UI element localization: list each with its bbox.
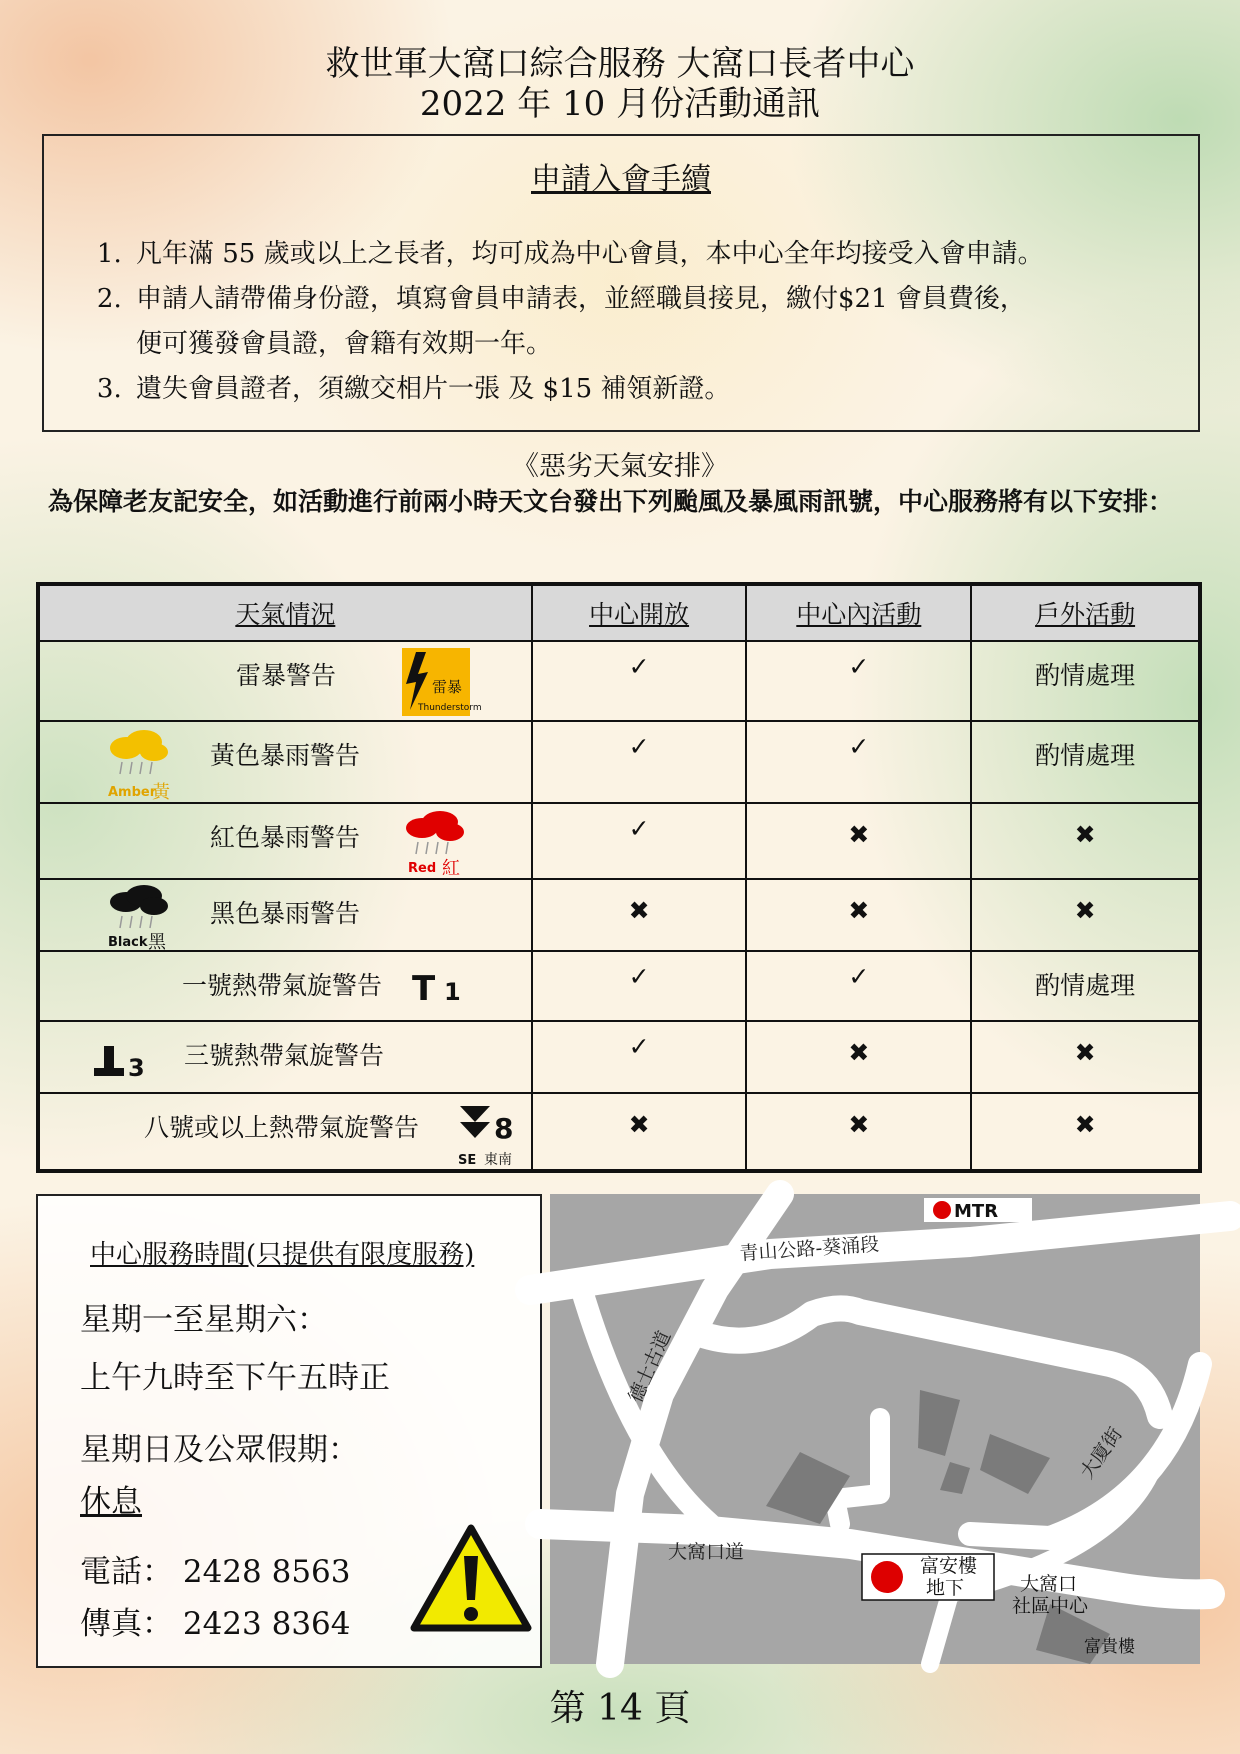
open-mark: ✖ — [532, 1093, 747, 1171]
fax-number: 傳真： 2423 8364 — [80, 1606, 351, 1642]
svg-text:大窩口: 大窩口 — [1020, 1573, 1078, 1595]
svg-text:大廈街: 大廈街 — [1076, 1423, 1127, 1483]
svg-text:黃: 黃 — [152, 782, 170, 803]
column-header: 中心開放 — [532, 584, 747, 641]
weekday-label: 星期一至星期六： — [80, 1302, 328, 1338]
outdoor-mark: 酌情處理 — [971, 641, 1200, 721]
svg-text:1: 1 — [444, 978, 461, 1006]
condition-label: 黑色暴雨警告 — [210, 899, 361, 928]
indoor-mark: ✓ — [746, 641, 971, 721]
open-mark: ✓ — [532, 951, 747, 1021]
table-row — [38, 641, 1200, 721]
phone-number: 電話： 2428 8563 — [80, 1554, 351, 1590]
condition-label: 雷暴警告 — [236, 661, 337, 690]
weather-intro: 為保障老友記安全，如活動進行前兩小時天文台發出下列颱風及暴風雨訊號，中心服務將有以下安排： — [48, 487, 1174, 516]
holiday-label: 星期日及公眾假期： — [80, 1432, 359, 1468]
table-row — [38, 1093, 1200, 1171]
signal-8-icon — [458, 1102, 530, 1170]
svg-text:東南: 東南 — [484, 1152, 512, 1168]
warning-icon — [408, 1522, 534, 1634]
column-header: 戶外活動 — [971, 584, 1200, 641]
open-mark: ✓ — [532, 641, 747, 721]
indoor-mark: ✓ — [746, 951, 971, 1021]
weather-heading: 《惡劣天氣安排》 — [512, 451, 728, 482]
svg-text:大窩口道: 大窩口道 — [668, 1541, 745, 1563]
list-item: 1. 凡年滿 55 歲或以上之長者，均可成為中心會員，本中心全年均接受入會申請。 — [130, 232, 1190, 277]
open-mark: ✖ — [532, 879, 747, 951]
indoor-mark: ✖ — [746, 879, 971, 951]
outdoor-mark: ✖ — [971, 803, 1200, 879]
svg-text:地下: 地下 — [926, 1577, 965, 1599]
table-header-row — [38, 584, 1200, 641]
open-mark: ✓ — [532, 803, 747, 879]
page-number: 第 14 頁 — [549, 1688, 691, 1729]
table-row — [38, 803, 1200, 879]
svg-text:富安樓: 富安樓 — [920, 1555, 978, 1577]
newsletter-subtitle: 2022 年 10 月份活動通訊 — [419, 84, 821, 124]
indoor-mark: ✖ — [746, 1021, 971, 1093]
svg-text:Black: Black — [108, 935, 148, 950]
table-row — [38, 1021, 1200, 1093]
column-header: 中心內活動 — [746, 584, 971, 641]
table-row — [38, 951, 1200, 1021]
outdoor-mark: ✖ — [971, 879, 1200, 951]
location-map — [550, 1194, 1200, 1664]
svg-text:紅: 紅 — [442, 858, 460, 879]
service-hours-box — [36, 1194, 542, 1668]
svg-text:Red: Red — [408, 861, 437, 876]
svg-text:T: T — [412, 969, 436, 1009]
table-row — [38, 879, 1200, 951]
svg-text:德士古道: 德士古道 — [624, 1327, 676, 1407]
amber-rainstorm-icon — [106, 728, 172, 802]
table-row — [38, 721, 1200, 803]
condition-label: 黃色暴雨警告 — [210, 741, 361, 770]
open-mark: ✓ — [532, 721, 747, 803]
svg-text:雷暴: 雷暴 — [432, 678, 463, 696]
weekday-time: 上午九時至下午五時正 — [80, 1360, 390, 1396]
svg-text:MTR: MTR — [954, 1201, 999, 1222]
indoor-mark: ✖ — [746, 803, 971, 879]
svg-text:青山公路-葵涌段: 青山公路-葵涌段 — [738, 1233, 880, 1265]
condition-label: 一號熱帶氣旋警告 — [182, 971, 383, 1000]
weather-table — [36, 582, 1202, 1173]
list-item: 2. 申請人請帶備身份證，填寫會員申請表，並經職員接見，繳付$21 會員費後， 便可獲發會員證，會籍有效期一年。 — [130, 277, 1190, 367]
svg-text:社區中心: 社區中心 — [1012, 1595, 1089, 1617]
list-item: 3. 遺失會員證者，須繳交相片一張 及 $15 補領新證。 — [130, 367, 1190, 412]
outdoor-mark: ✖ — [971, 1021, 1200, 1093]
svg-text:富貴樓: 富貴樓 — [1084, 1637, 1135, 1657]
indoor-mark: ✖ — [746, 1093, 971, 1171]
membership-list — [90, 232, 1190, 412]
open-mark: ✓ — [532, 1021, 747, 1093]
thunderstorm-warning-icon — [402, 648, 482, 716]
svg-text:8: 8 — [494, 1112, 514, 1145]
indoor-mark: ✓ — [746, 721, 971, 803]
svg-text:3: 3 — [128, 1054, 145, 1082]
signal-3-icon — [92, 1040, 162, 1084]
svg-text:黑: 黑 — [148, 932, 166, 953]
red-rainstorm-icon — [402, 810, 470, 879]
service-hours-title: 中心服務時間(只提供有限度服務) — [90, 1240, 475, 1270]
outdoor-mark: 酌情處理 — [971, 951, 1200, 1021]
svg-text:Amber: Amber — [108, 785, 157, 800]
holiday-time: 休息 — [80, 1484, 142, 1520]
signal-1-icon — [412, 970, 472, 1010]
condition-label: 紅色暴雨警告 — [210, 823, 361, 852]
column-header: 天氣情況 — [38, 584, 532, 641]
membership-title: 申請入會手續 — [531, 162, 711, 197]
condition-label: 八號或以上熱帶氣旋警告 — [144, 1113, 420, 1142]
svg-text:Thunderstorm: Thunderstorm — [418, 703, 482, 713]
membership-box — [42, 134, 1200, 432]
map-drawing — [550, 1194, 1200, 1664]
newsletter-title: 救世軍大窩口綜合服務 大窩口長者中心 — [325, 44, 915, 84]
condition-label: 三號熱帶氣旋警告 — [184, 1041, 385, 1070]
outdoor-mark: 酌情處理 — [971, 721, 1200, 803]
outdoor-mark: ✖ — [971, 1093, 1200, 1171]
svg-text:SE: SE — [458, 1153, 477, 1168]
black-rainstorm-icon — [106, 884, 172, 953]
